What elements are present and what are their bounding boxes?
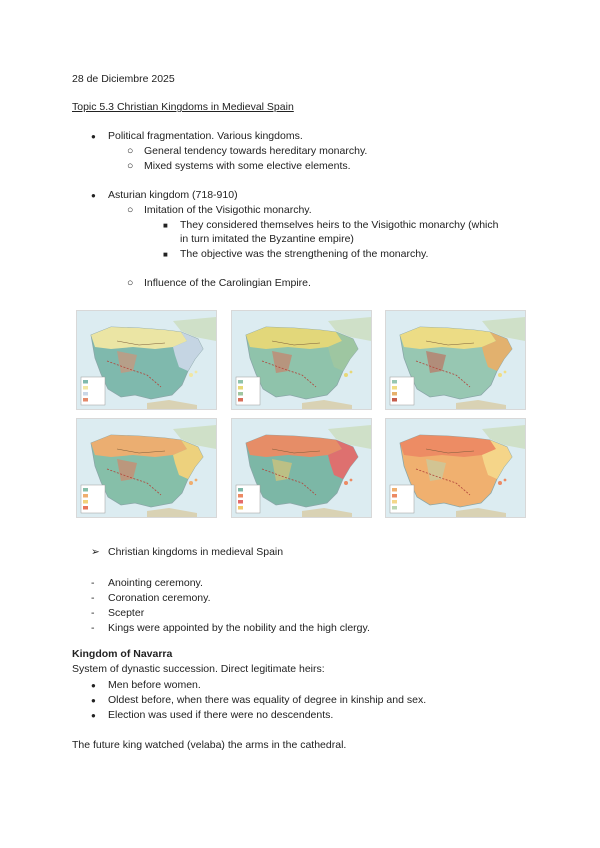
- legend-swatch: [238, 506, 243, 510]
- ceremony-item: Coronation ceremony.: [108, 592, 211, 604]
- navarra-bullet: Men before women.: [108, 679, 201, 691]
- map-image-1: [76, 310, 217, 410]
- legend-swatch: [83, 392, 88, 396]
- ceremony-item: Kings were appointed by the nobility and the high clergy.: [108, 622, 370, 634]
- balearic-islands: [350, 371, 353, 374]
- bullet-marker: ●: [91, 696, 96, 705]
- outline-subsubitem: The objective was the strengthening of the monarchy.: [180, 248, 429, 260]
- legend-swatch: [392, 506, 397, 510]
- legend-swatch: [392, 488, 397, 492]
- legend-swatch: [392, 380, 397, 384]
- map-image-2: [231, 310, 372, 410]
- document-date: 28 de Diciembre 2025: [72, 73, 175, 85]
- legend-swatch: [238, 494, 243, 498]
- navarra-bullet: Oldest before, when there was equality of degree in kinship and sex.: [108, 694, 427, 706]
- balearic-islands: [344, 373, 348, 377]
- iberia-map-drawing: [232, 419, 371, 517]
- outline-subsubitem-continued: in turn imitated the Byzantine empire): [180, 233, 354, 245]
- balearic-islands: [504, 479, 507, 482]
- legend-swatch: [392, 494, 397, 498]
- legend-swatch: [238, 380, 243, 384]
- maps-caption: Christian kingdoms in medieval Spain: [108, 546, 284, 558]
- balearic-islands: [189, 373, 193, 377]
- bullet-marker: ●: [91, 132, 96, 141]
- outline-item-asturian-kingdom: Asturian kingdom (718-910): [108, 189, 238, 201]
- outline-subsubitem: They considered themselves heirs to the Visigothic monarchy (which: [180, 219, 499, 231]
- section-heading-navarra: Kingdom of Navarra: [72, 648, 173, 660]
- legend-swatch: [83, 500, 88, 504]
- square-marker: ■: [163, 250, 168, 259]
- outline-subitem: Mixed systems with some elective elements.: [144, 160, 351, 172]
- balearic-islands: [195, 371, 198, 374]
- balearic-islands: [498, 481, 502, 485]
- legend-swatch: [83, 506, 88, 510]
- legend-swatch: [238, 386, 243, 390]
- balearic-islands: [189, 481, 193, 485]
- navarra-bullet: Election was used if there were no descendents.: [108, 709, 334, 721]
- map-image-6: [385, 418, 526, 518]
- legend-swatch: [83, 488, 88, 492]
- iberia-map-drawing: [386, 419, 525, 517]
- map-image-3: [385, 310, 526, 410]
- dash-marker: -: [91, 607, 95, 619]
- outline-subitem: Influence of the Carolingian Empire.: [144, 277, 311, 289]
- balearic-islands: [498, 373, 502, 377]
- circle-marker: ○: [127, 145, 134, 157]
- page-title: Topic 5.3 Christian Kingdoms in Medieval Spain: [72, 101, 294, 113]
- legend-swatch: [392, 398, 397, 402]
- legend-swatch: [238, 392, 243, 396]
- legend-swatch: [83, 380, 88, 384]
- map-image-5: [231, 418, 372, 518]
- balearic-islands: [195, 479, 198, 482]
- closing-paragraph: The future king watched (velaba) the arms in the cathedral.: [72, 739, 347, 751]
- outline-subitem: General tendency towards hereditary monarchy.: [144, 145, 368, 157]
- balearic-islands: [504, 371, 507, 374]
- legend-swatch: [83, 398, 88, 402]
- bullet-marker: ●: [91, 711, 96, 720]
- legend-swatch: [392, 386, 397, 390]
- circle-marker: ○: [127, 204, 134, 216]
- legend-swatch: [83, 494, 88, 498]
- iberia-map-drawing: [77, 311, 216, 409]
- circle-marker: ○: [127, 277, 134, 289]
- bullet-marker: ●: [91, 191, 96, 200]
- iberia-map-drawing: [77, 419, 216, 517]
- dash-marker: -: [91, 622, 95, 634]
- balearic-islands: [350, 479, 353, 482]
- arrow-marker: ➢: [91, 546, 100, 558]
- legend-swatch: [238, 500, 243, 504]
- outline-item-political-fragmentation: Political fragmentation. Various kingdoms.: [108, 130, 303, 142]
- map-image-4: [76, 418, 217, 518]
- iberia-map-drawing: [386, 311, 525, 409]
- iberia-map-drawing: [232, 311, 371, 409]
- navarra-intro: System of dynastic succession. Direct legitimate heirs:: [72, 663, 325, 675]
- legend-swatch: [83, 386, 88, 390]
- ceremony-item: Anointing ceremony.: [108, 577, 203, 589]
- legend-swatch: [238, 398, 243, 402]
- ceremony-item: Scepter: [108, 607, 145, 619]
- dash-marker: -: [91, 577, 95, 589]
- legend-swatch: [238, 488, 243, 492]
- circle-marker: ○: [127, 160, 134, 172]
- dash-marker: -: [91, 592, 95, 604]
- legend-swatch: [392, 392, 397, 396]
- legend-swatch: [392, 500, 397, 504]
- outline-subitem: Imitation of the Visigothic monarchy.: [144, 204, 312, 216]
- square-marker: ■: [163, 221, 168, 230]
- balearic-islands: [344, 481, 348, 485]
- bullet-marker: ●: [91, 681, 96, 690]
